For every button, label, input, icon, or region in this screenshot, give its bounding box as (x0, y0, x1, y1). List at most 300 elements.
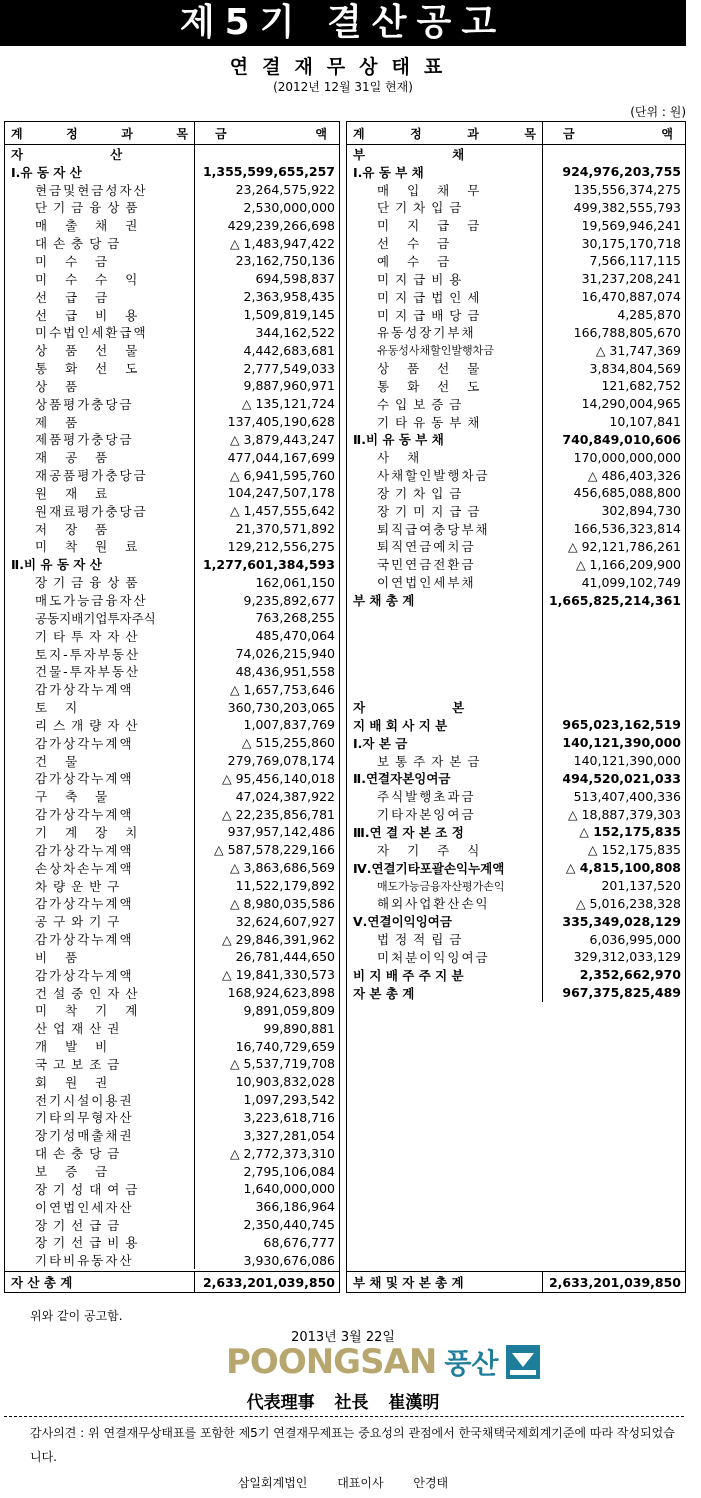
account-amount: 135,556,374,275 (573, 182, 681, 198)
ceo-name: 代表理事 社長 崔漢明 (246, 1393, 440, 1413)
table-row (347, 984, 685, 1002)
header-char: 금 (563, 126, 575, 141)
account-name: Ⅱ.연결자본잉여금 (347, 770, 543, 788)
logo-english: POONGSAN (226, 1342, 437, 1382)
header-char: 정 (66, 126, 78, 141)
table-row (5, 1126, 339, 1144)
account-name: 단기금융상품 (5, 199, 195, 217)
account-name: 퇴직연금예치금 (347, 538, 543, 556)
account-name: 손상차손누계액 (5, 859, 195, 877)
account-name: 미지급배당금 (347, 306, 543, 324)
account-amount: 2,363,958,435 (243, 289, 335, 305)
account-amount: △ 515,255,860 (241, 735, 335, 751)
divider (4, 1416, 684, 1417)
unit-label: (단위 : 원) (630, 105, 686, 119)
account-name: 감가상각누계액 (5, 680, 195, 698)
table-row (347, 805, 685, 823)
header-char: 정 (410, 126, 422, 141)
account-name: 대손충당금 (5, 1144, 195, 1162)
account-name: 미지급금 (347, 216, 543, 234)
account-amount: △ 19,841,330,573 (222, 967, 335, 983)
account-name: 저장품 (5, 520, 195, 538)
table-row (347, 609, 685, 627)
account-name: Ⅲ.연 결 자 본 조 정 (347, 823, 543, 841)
account-name: 감가상각누계액 (5, 805, 195, 823)
table-row (5, 859, 339, 877)
account-name: 통화선도 (5, 359, 195, 377)
liabilities-rows (347, 145, 685, 1002)
table-row (347, 912, 685, 930)
account-name: 건설중인자산 (5, 984, 195, 1002)
table-row (347, 377, 685, 395)
account-amount: 2,795,106,084 (243, 1163, 335, 1179)
table-row (5, 163, 339, 181)
account-name: 구축물 (5, 787, 195, 805)
table-row (347, 823, 685, 841)
account-name (347, 680, 543, 698)
account-name: 재공품평가충당금 (5, 466, 195, 484)
account-name: Ⅱ.비 유 동 자 산 (5, 555, 195, 573)
account-name: 장기성대여금 (5, 1180, 195, 1198)
account-name: 장기성매출채권 (5, 1126, 195, 1144)
table-row (5, 698, 339, 716)
account-amount: 3,327,281,054 (243, 1127, 335, 1143)
account-amount: 2,530,000,000 (243, 199, 335, 215)
account-name: 지 배 회 사 지 분 (347, 716, 543, 734)
account-name: Ⅴ.연결이익잉여금 (347, 912, 543, 930)
account-amount: 1,665,825,214,361 (548, 592, 681, 608)
account-amount: 30,175,170,718 (581, 235, 681, 251)
header-char: 계 (11, 126, 23, 141)
account-name (347, 662, 543, 680)
table-row (5, 770, 339, 788)
table-row (347, 966, 685, 984)
table-row (5, 466, 339, 484)
account-name: 산업재산권 (5, 1019, 195, 1037)
total-label: 자 산 총 계 (5, 1272, 195, 1292)
account-amount: △ 31,747,369 (595, 342, 681, 358)
account-name: 상품선물 (347, 359, 543, 377)
account-amount: 694,598,837 (255, 271, 335, 287)
account-name: 토지-투자부동산 (5, 645, 195, 663)
header-char: 과 (121, 126, 133, 141)
account-amount: 740,849,010,606 (562, 431, 681, 447)
table-row (5, 948, 339, 966)
account-amount: 344,162,522 (255, 324, 335, 340)
account-amount: 477,044,167,699 (227, 449, 335, 465)
table-row (5, 1109, 339, 1127)
table-row (5, 787, 339, 805)
notice-date: 2013년 3월 22일 (291, 1330, 395, 1345)
account-name: 장기선급비용 (5, 1233, 195, 1251)
account-name: 법정적립금 (347, 930, 543, 948)
as-of-date: (2012년 12월 31일 현재) (273, 80, 413, 94)
liabilities-equity-table (346, 121, 686, 1293)
table-row (5, 930, 339, 948)
account-header (5, 122, 195, 144)
account-name: 보통주자본금 (347, 752, 543, 770)
table-row (347, 894, 685, 912)
account-amount: 366,186,964 (255, 1199, 335, 1215)
account-name: Ⅰ.유 동 자 산 (5, 163, 195, 181)
account-amount: △ 4,815,100,808 (565, 860, 681, 876)
account-amount: △ 5,537,719,708 (229, 1056, 335, 1072)
account-amount: 68,676,777 (263, 1234, 335, 1250)
account-amount: 14,290,004,965 (581, 396, 681, 412)
account-amount: △ 135,121,724 (241, 396, 335, 412)
account-name: 미착원료 (5, 538, 195, 556)
account-amount: △ 587,578,229,166 (214, 842, 335, 858)
account-name: 단기차입금 (347, 199, 543, 217)
account-name: 전기시설이용권 (5, 1091, 195, 1109)
table-row (5, 752, 339, 770)
account-amount: 21,370,571,892 (235, 521, 335, 537)
account-amount: 1,007,837,769 (243, 717, 335, 733)
account-amount: 360,730,203,065 (227, 699, 335, 715)
account-name: 개발비 (5, 1037, 195, 1055)
account-name: 기타유동부채 (347, 413, 543, 431)
table-row (347, 680, 685, 698)
account-amount: 9,235,892,677 (243, 592, 335, 608)
account-amount: 170,000,000,000 (573, 449, 681, 465)
account-amount: 166,536,323,814 (573, 521, 681, 537)
account-amount: △ 152,175,835 (579, 824, 681, 840)
account-name: 비품 (5, 948, 195, 966)
account-amount: 302,894,730 (601, 503, 681, 519)
account-name: 보증금 (5, 1162, 195, 1180)
total-amount: 2,633,201,039,850 (202, 1274, 335, 1290)
amount-header (195, 125, 339, 142)
audit-opinion: 감사의견 : 위 연결재무상태표를 포함한 제5기 연결재무제표는 중요성의 관점에서 한국채택국제회계기준에 따라 작성되었습니다. (30, 1426, 675, 1464)
account-name: 부 채 총 계 (347, 591, 543, 609)
account-amount: 2,350,440,745 (243, 1217, 335, 1233)
table-row (5, 377, 339, 395)
table-row (5, 609, 339, 627)
account-amount: 3,930,676,086 (243, 1252, 335, 1268)
account-amount: 329,312,033,129 (573, 949, 681, 965)
table-row (347, 841, 685, 859)
account-amount: △ 22,235,856,781 (222, 806, 335, 822)
table-row (347, 877, 685, 895)
account-name: 매도가능금융자산평가손익 (347, 877, 543, 895)
account-amount: 11,522,179,892 (235, 878, 335, 894)
account-amount: 763,268,255 (255, 610, 335, 626)
account-name: 재공품 (5, 448, 195, 466)
account-name: 매출채권 (5, 216, 195, 234)
account-name: 사채할인발행차금 (347, 466, 543, 484)
table-row (347, 341, 685, 359)
table-row (347, 716, 685, 734)
account-amount: △ 2,772,373,310 (229, 1145, 335, 1161)
table-row (5, 199, 339, 217)
account-name: 유동성장기부채 (347, 323, 543, 341)
account-name: 장기선급금 (5, 1216, 195, 1234)
account-amount: 99,890,881 (263, 1020, 335, 1036)
account-name: 자기주식 (347, 841, 543, 859)
table-row (347, 466, 685, 484)
table-row (5, 894, 339, 912)
account-amount: 166,788,805,670 (573, 324, 681, 340)
amount-header (543, 125, 685, 142)
account-name: 해외사업환산손익 (347, 894, 543, 912)
table-row (5, 1055, 339, 1073)
account-amount: 32,624,607,927 (235, 913, 335, 929)
account-amount: △ 486,403,326 (587, 467, 681, 483)
table-row (347, 645, 685, 663)
table-row (5, 1198, 339, 1216)
table-row (5, 520, 339, 538)
total-amount: 2,633,201,039,850 (548, 1274, 681, 1290)
account-name: Ⅳ.연결기타포괄손익누계액 (347, 859, 543, 877)
account-amount: 7,566,117,115 (589, 253, 681, 269)
assets-table-header (5, 122, 339, 145)
table-row (5, 181, 339, 199)
company-logo (226, 1342, 540, 1382)
account-name: 주식발행초과금 (347, 787, 543, 805)
table-row (5, 1180, 339, 1198)
account-name: 기타비유동자산 (5, 1251, 195, 1269)
table-row (347, 181, 685, 199)
account-amount: △ 1,483,947,422 (229, 235, 335, 251)
account-amount: 19,569,946,241 (581, 217, 681, 233)
account-name (347, 645, 543, 663)
table-row (347, 502, 685, 520)
account-amount: 168,924,623,898 (227, 985, 335, 1001)
assets-total-row (5, 1271, 339, 1292)
table-row (5, 502, 339, 520)
account-amount: 279,769,078,174 (227, 753, 335, 769)
account-amount: △ 1,166,209,900 (575, 556, 681, 572)
account-name: 이연법인세자산 (5, 1198, 195, 1216)
account-name: 퇴직급여충당부채 (347, 520, 543, 538)
account-amount: 16,740,729,659 (235, 1038, 335, 1054)
auditor-signature: 삼일회계법인 대표이사 안경태 (237, 1476, 449, 1490)
total-label: 부 채 및 자 본 총 계 (347, 1272, 543, 1292)
table-row (347, 413, 685, 431)
account-name: 원재료평가충당금 (5, 502, 195, 520)
table-row (5, 323, 339, 341)
account-amount: 3,834,804,569 (589, 360, 681, 376)
account-amount: 140,121,390,000 (562, 735, 681, 751)
table-row (5, 1233, 339, 1251)
account-name: 공구와기구 (5, 912, 195, 930)
account-amount: 26,781,444,650 (235, 949, 335, 965)
header-char: 과 (467, 126, 479, 141)
account-name: 이연법인세부채 (347, 573, 543, 591)
header-char: 계 (353, 126, 365, 141)
account-name: 상품선물 (5, 341, 195, 359)
account-amount: 965,023,162,519 (562, 717, 681, 733)
table-row (5, 306, 339, 324)
table-row (5, 484, 339, 502)
table-row (5, 1019, 339, 1037)
account-amount: 10,903,832,028 (235, 1074, 335, 1090)
table-row (5, 413, 339, 431)
table-row (347, 431, 685, 449)
table-row (347, 627, 685, 645)
table-row (5, 234, 339, 252)
table-row (5, 1251, 339, 1269)
notice-title: 제5기 결산공고 (0, 0, 686, 46)
account-amount: 1,097,293,542 (243, 1092, 335, 1108)
account-name: 기타의무형자산 (5, 1109, 195, 1127)
account-amount: △ 1,657,753,646 (229, 681, 335, 697)
account-name: 기타투자자산 (5, 627, 195, 645)
account-name: 기계장치 (5, 823, 195, 841)
account-amount: 201,137,520 (601, 878, 681, 894)
table-row (347, 520, 685, 538)
table-row (347, 770, 685, 788)
table-row (347, 145, 685, 163)
table-row (347, 752, 685, 770)
account-amount: 31,237,208,241 (581, 271, 681, 287)
account-name: 대손충당금 (5, 234, 195, 252)
account-name: 부 채 (347, 145, 543, 163)
table-row (5, 805, 339, 823)
table-row (5, 216, 339, 234)
table-row (347, 538, 685, 556)
account-name: 차량운반구 (5, 877, 195, 895)
table-row (347, 216, 685, 234)
account-name: 자 본 총 계 (347, 984, 543, 1002)
table-row (347, 484, 685, 502)
account-amount: 513,407,400,336 (573, 788, 681, 804)
account-name: 상품평가충당금 (5, 395, 195, 413)
account-name: 감가상각누계액 (5, 930, 195, 948)
account-amount: 104,247,507,178 (227, 485, 335, 501)
account-name: 장기차입금 (347, 484, 543, 502)
account-amount: 967,375,825,489 (562, 985, 681, 1001)
table-row (347, 234, 685, 252)
account-name (347, 627, 543, 645)
account-amount: 23,162,750,136 (235, 253, 335, 269)
table-row (5, 431, 339, 449)
liabilities-table-header (347, 122, 685, 145)
table-row (347, 787, 685, 805)
account-name: 미지급법인세 (347, 288, 543, 306)
table-row (347, 573, 685, 591)
account-name: 회원권 (5, 1073, 195, 1091)
table-row (5, 288, 339, 306)
account-name: 상품 (5, 377, 195, 395)
account-amount: △ 6,941,595,760 (229, 467, 335, 483)
table-row (5, 966, 339, 984)
account-name: 선수금 (347, 234, 543, 252)
table-row (347, 270, 685, 288)
account-name: 원재료 (5, 484, 195, 502)
account-name: 장기미지급금 (347, 502, 543, 520)
account-amount: △ 152,175,835 (587, 842, 681, 858)
account-name: Ⅱ.비 유 동 부 채 (347, 431, 543, 449)
account-amount: 23,264,575,922 (235, 182, 335, 198)
notice-text: 위와 같이 공고함. (30, 1309, 123, 1323)
account-name: 미처분이익잉여금 (347, 948, 543, 966)
account-name: 비 지 배 주 주 지 분 (347, 966, 543, 984)
table-row (5, 145, 339, 163)
table-row (5, 591, 339, 609)
table-row (5, 841, 339, 859)
header-char: 목 (176, 126, 188, 141)
account-name: 사채 (347, 448, 543, 466)
account-amount: 48,436,951,558 (235, 663, 335, 679)
table-row (347, 948, 685, 966)
account-amount: 937,957,142,486 (227, 824, 335, 840)
table-row (5, 627, 339, 645)
account-name: 자 본 (347, 698, 543, 716)
table-row (347, 448, 685, 466)
account-name: 감가상각누계액 (5, 770, 195, 788)
account-amount: 4,285,870 (617, 307, 681, 323)
account-amount: 924,976,203,755 (562, 164, 681, 180)
account-amount: 41,099,102,749 (581, 574, 681, 590)
account-name: 토지 (5, 698, 195, 716)
account-amount: 9,891,059,809 (243, 1002, 335, 1018)
account-name: 유동성사채할인발행차금 (347, 341, 543, 359)
account-name: 감가상각누계액 (5, 966, 195, 984)
table-row (5, 716, 339, 734)
account-name: 선급비용 (5, 306, 195, 324)
header-char: 금 (215, 126, 227, 141)
account-name: Ⅰ.유 동 부 채 (347, 163, 543, 181)
account-name: 수입보증금 (347, 395, 543, 413)
table-row (347, 859, 685, 877)
table-row (347, 591, 685, 609)
table-row (5, 395, 339, 413)
account-name: 감가상각누계액 (5, 894, 195, 912)
header-char: 액 (315, 126, 327, 141)
account-name: 국민연금전환금 (347, 555, 543, 573)
account-name: 공동지배기업투자주식 (5, 609, 195, 627)
table-row (347, 395, 685, 413)
account-amount: 4,442,683,681 (243, 342, 335, 358)
table-row (347, 163, 685, 181)
header-char: 목 (524, 126, 536, 141)
account-name: 건물 (5, 752, 195, 770)
account-amount: 47,024,387,922 (235, 788, 335, 804)
account-amount: 456,685,088,800 (573, 485, 681, 501)
account-amount: △ 29,846,391,962 (222, 931, 335, 947)
account-amount: 429,239,266,698 (227, 217, 335, 233)
account-amount: 6,036,995,000 (589, 931, 681, 947)
account-amount: △ 5,016,238,328 (575, 895, 681, 911)
account-name: 통화선도 (347, 377, 543, 395)
account-name: Ⅰ.자 본 금 (347, 734, 543, 752)
account-name: 미수금 (5, 252, 195, 270)
table-row (347, 199, 685, 217)
account-amount: 1,277,601,384,593 (202, 556, 335, 572)
account-amount: 2,777,549,033 (243, 360, 335, 376)
account-name: 제품 (5, 413, 195, 431)
table-row (347, 555, 685, 573)
account-amount: 335,349,028,129 (562, 913, 681, 929)
table-row (347, 306, 685, 324)
account-amount: △ 18,887,379,303 (568, 806, 681, 822)
table-row (5, 877, 339, 895)
account-name: 기타자본잉여금 (347, 805, 543, 823)
table-row (5, 1162, 339, 1180)
table-row (5, 1216, 339, 1234)
account-name: 건물-투자부동산 (5, 662, 195, 680)
assets-rows (5, 145, 339, 1269)
account-name: 장기금융상품 (5, 573, 195, 591)
table-row (5, 680, 339, 698)
account-name: 미지급비용 (347, 270, 543, 288)
account-amount: 10,107,841 (609, 414, 681, 430)
assets-table (4, 121, 340, 1293)
table-row (5, 448, 339, 466)
account-name: 예수금 (347, 252, 543, 270)
account-header (347, 122, 543, 144)
